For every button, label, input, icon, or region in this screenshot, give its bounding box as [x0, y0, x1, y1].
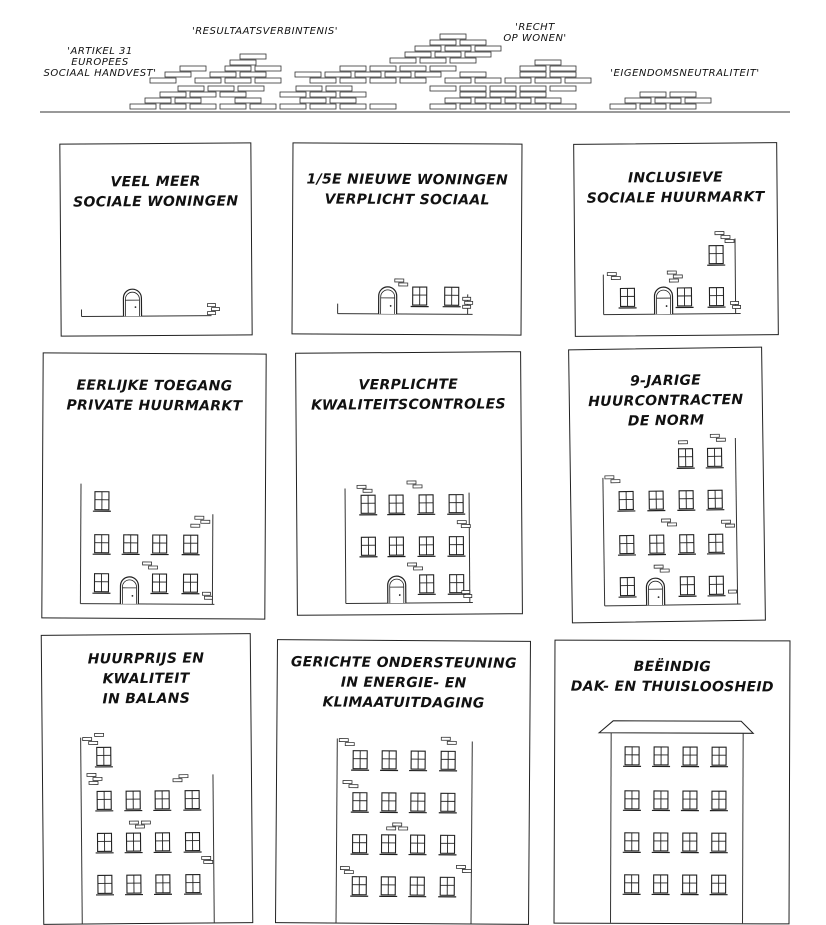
window-icon [182, 535, 200, 555]
brick [535, 98, 561, 103]
brick [178, 86, 204, 91]
window-icon [623, 747, 641, 767]
window-icon [710, 747, 728, 767]
brick [160, 104, 186, 109]
brick [535, 78, 561, 83]
window-icon [379, 877, 397, 897]
brick [435, 52, 461, 57]
brick [330, 98, 356, 103]
brick [655, 98, 681, 103]
brick [475, 46, 501, 51]
brick [550, 104, 576, 109]
brick [225, 78, 251, 83]
brick [190, 92, 216, 97]
window-icon [411, 287, 429, 307]
header-label-recht-op-wonen: 'RECHT OP WONEN' [495, 22, 575, 44]
panel-eerlijke-toegang-private-huurmarkt [41, 352, 266, 619]
header-label-eigendomsneutraliteit: 'EIGENDOMSNEUTRALITEIT' [600, 68, 770, 79]
window-icon [96, 875, 114, 895]
brick [238, 86, 264, 91]
header-label-artikel-31: 'ARTIKEL 31 EUROPEES SOCIAAL HANDVEST' [40, 46, 160, 79]
brick [565, 78, 591, 83]
brick [415, 46, 441, 51]
brick [475, 78, 501, 83]
window-icon [93, 535, 111, 555]
door-icon [646, 578, 664, 605]
window-icon [181, 574, 199, 594]
brick [390, 58, 416, 63]
brick [130, 104, 156, 109]
window-icon [652, 833, 670, 853]
brick [340, 78, 366, 83]
window-icon [124, 791, 142, 811]
panel-title: HUURPRIJS EN KWALITEIT IN BALANS [42, 648, 251, 710]
window-icon [623, 791, 641, 811]
window-icon [647, 491, 665, 511]
panel-9-illustration [555, 641, 791, 925]
panel-title: 9-JARIGE HUURCONTRACTEN DE NORM [569, 370, 762, 433]
window-icon [153, 791, 171, 811]
panel-verplichte-kwaliteitscontroles [295, 351, 523, 616]
window-icon [359, 537, 377, 557]
window-icon [710, 791, 728, 811]
door-icon [654, 287, 672, 314]
brick [326, 86, 352, 91]
window-icon [408, 877, 426, 897]
brick [430, 104, 456, 109]
brick [520, 66, 546, 71]
brick [550, 86, 576, 91]
panel-beeindig-dak-en-thuisloosheid [554, 640, 791, 925]
panel-7-illustration [42, 634, 254, 925]
panel-6-illustration [569, 348, 766, 624]
building-roof [599, 721, 753, 734]
brick [400, 78, 426, 83]
brick [550, 72, 576, 77]
brick [610, 104, 636, 109]
brick [340, 104, 366, 109]
brick [445, 78, 471, 83]
window-icon [710, 833, 728, 853]
brick [310, 78, 336, 83]
window-icon [623, 833, 641, 853]
brick [225, 66, 251, 71]
brick [460, 72, 486, 77]
panel-5-illustration [296, 352, 523, 616]
window-icon [125, 875, 143, 895]
window-icon [675, 288, 693, 308]
brick [296, 86, 322, 91]
door-icon [120, 577, 138, 604]
brick [640, 92, 666, 97]
brick [445, 46, 471, 51]
window-icon [681, 833, 699, 853]
panel-inclusieve-sociale-huurmarkt [573, 142, 779, 337]
window-icon [707, 288, 725, 308]
panel-9-jarige-huurcontracten [568, 347, 766, 624]
brick [210, 72, 236, 77]
panel-title: GERICHTE ONDERSTEUNING IN ENERGIE- EN KLIMAATUITDAGING [277, 652, 529, 714]
brick [235, 98, 261, 103]
window-icon [707, 534, 725, 554]
window-icon [677, 491, 695, 511]
brick [190, 104, 216, 109]
window-icon [380, 751, 398, 771]
window-icon [380, 793, 398, 813]
brick [420, 58, 446, 63]
window-icon [408, 835, 426, 855]
brick [230, 60, 256, 65]
window-icon [707, 576, 725, 596]
brick [280, 92, 306, 97]
window-icon [618, 288, 636, 308]
window-icon [387, 537, 405, 557]
panel-title: VEEL MEER SOCIALE WONINGEN [61, 171, 251, 212]
panel-1-5e-nieuwe-woningen [291, 142, 522, 335]
brick [475, 98, 501, 103]
window-icon [678, 577, 696, 597]
brick [415, 72, 441, 77]
panel-3-illustration [574, 143, 779, 337]
brick [195, 78, 221, 83]
brick [295, 72, 321, 77]
brick [640, 104, 666, 109]
brick [220, 92, 246, 97]
brick [685, 98, 711, 103]
door-icon [379, 287, 397, 314]
window-icon [351, 793, 369, 813]
brick [520, 104, 546, 109]
window-icon [124, 833, 142, 853]
window-icon [409, 751, 427, 771]
header-label-resultaatsverbintenis: 'RESULTAATSVERBINTENIS' [180, 26, 350, 37]
door-icon [388, 576, 406, 603]
window-icon [705, 448, 723, 468]
window-icon [438, 877, 456, 897]
window-icon [623, 875, 641, 895]
brick [460, 92, 486, 97]
window-icon [350, 835, 368, 855]
brick [520, 86, 546, 91]
brick [325, 72, 351, 77]
window-icon [617, 491, 635, 511]
panel-veel-meer-sociale-woningen [59, 142, 252, 336]
brick [430, 66, 456, 71]
brick [255, 78, 281, 83]
window-icon [154, 875, 172, 895]
window-icon [618, 577, 636, 597]
brick [340, 66, 366, 71]
window-icon [183, 791, 201, 811]
window-icon [92, 574, 110, 594]
window-icon [443, 287, 461, 307]
window-icon [447, 495, 465, 515]
brick [445, 98, 471, 103]
window-icon [710, 875, 728, 895]
brick [490, 104, 516, 109]
brick [250, 104, 276, 109]
brick [370, 104, 396, 109]
window-icon [359, 495, 377, 515]
brick [430, 86, 456, 91]
window-icon [153, 833, 171, 853]
window-icon [681, 747, 699, 767]
window-icon [618, 535, 636, 555]
brick [440, 34, 466, 39]
brick [535, 60, 561, 65]
brick [520, 72, 546, 77]
window-icon [438, 835, 456, 855]
brick [460, 104, 486, 109]
brick [255, 66, 281, 71]
brick [430, 40, 456, 45]
brick [625, 98, 651, 103]
window-icon [151, 535, 169, 555]
window-icon [676, 449, 694, 469]
brick [550, 66, 576, 71]
brick [450, 58, 476, 63]
brick [370, 66, 396, 71]
window-icon [387, 495, 405, 515]
panel-4-illustration [42, 353, 266, 619]
brick [300, 98, 326, 103]
window-icon [439, 793, 457, 813]
brick [505, 78, 531, 83]
window-icon [652, 875, 670, 895]
window-icon [417, 537, 435, 557]
panel-gerichte-ondersteuning [275, 639, 531, 925]
window-icon [417, 495, 435, 515]
window-icon [184, 875, 202, 895]
brick [465, 52, 491, 57]
panel-title: 1/5E NIEUWE WONINGEN VERPLICHT SOCIAAL [293, 169, 521, 210]
brick [165, 72, 191, 77]
panel-8-illustration [276, 640, 531, 925]
brick [175, 98, 201, 103]
brick [180, 66, 206, 71]
window-icon [418, 575, 436, 595]
panel-title: INCLUSIEVE SOCIALE HUURMARKT [574, 167, 776, 209]
brick [460, 86, 486, 91]
window-icon [652, 791, 670, 811]
brick [310, 92, 336, 97]
window-icon [150, 574, 168, 594]
window-icon [183, 833, 201, 853]
window-icon [95, 833, 113, 853]
window-icon [678, 535, 696, 555]
brick [670, 104, 696, 109]
brick [370, 78, 396, 83]
panel-title: BEËINDIG DAK- EN THUISLOOSHEID [555, 657, 789, 698]
brick [385, 72, 411, 77]
door-icon [123, 289, 141, 316]
panel-2-illustration [292, 143, 522, 335]
window-icon [707, 246, 725, 266]
brick [670, 92, 696, 97]
panel-title: VERPLICHTE KWALITEITSCONTROLES [296, 374, 520, 416]
panel-huurprijs-en-kwaliteit-in-balans [41, 633, 254, 925]
brick [240, 54, 266, 59]
window-icon [439, 751, 457, 771]
brick [310, 104, 336, 109]
brick [490, 86, 516, 91]
window-icon [652, 747, 670, 767]
brick [240, 72, 266, 77]
brick [460, 40, 486, 45]
brick [280, 104, 306, 109]
panel-1-illustration [60, 143, 252, 336]
brick [145, 98, 171, 103]
brick [340, 92, 366, 97]
brick [505, 98, 531, 103]
window-icon [95, 791, 113, 811]
brick [405, 52, 431, 57]
brick [400, 66, 426, 71]
window-icon [93, 492, 111, 512]
window-icon [122, 535, 140, 555]
window-icon [681, 875, 699, 895]
brick [160, 92, 186, 97]
window-icon [350, 877, 368, 897]
brick [520, 92, 546, 97]
window-icon [681, 791, 699, 811]
window-icon [351, 751, 369, 771]
brick [208, 86, 234, 91]
panel-title: EERLIJKE TOEGANG PRIVATE HUURMARKT [43, 375, 265, 416]
window-icon [379, 835, 397, 855]
brick [220, 104, 246, 109]
window-icon [409, 793, 427, 813]
window-icon [706, 490, 724, 510]
brick [490, 92, 516, 97]
brick [355, 72, 381, 77]
window-icon [95, 747, 113, 767]
window-icon [648, 535, 666, 555]
window-icon [447, 537, 465, 557]
